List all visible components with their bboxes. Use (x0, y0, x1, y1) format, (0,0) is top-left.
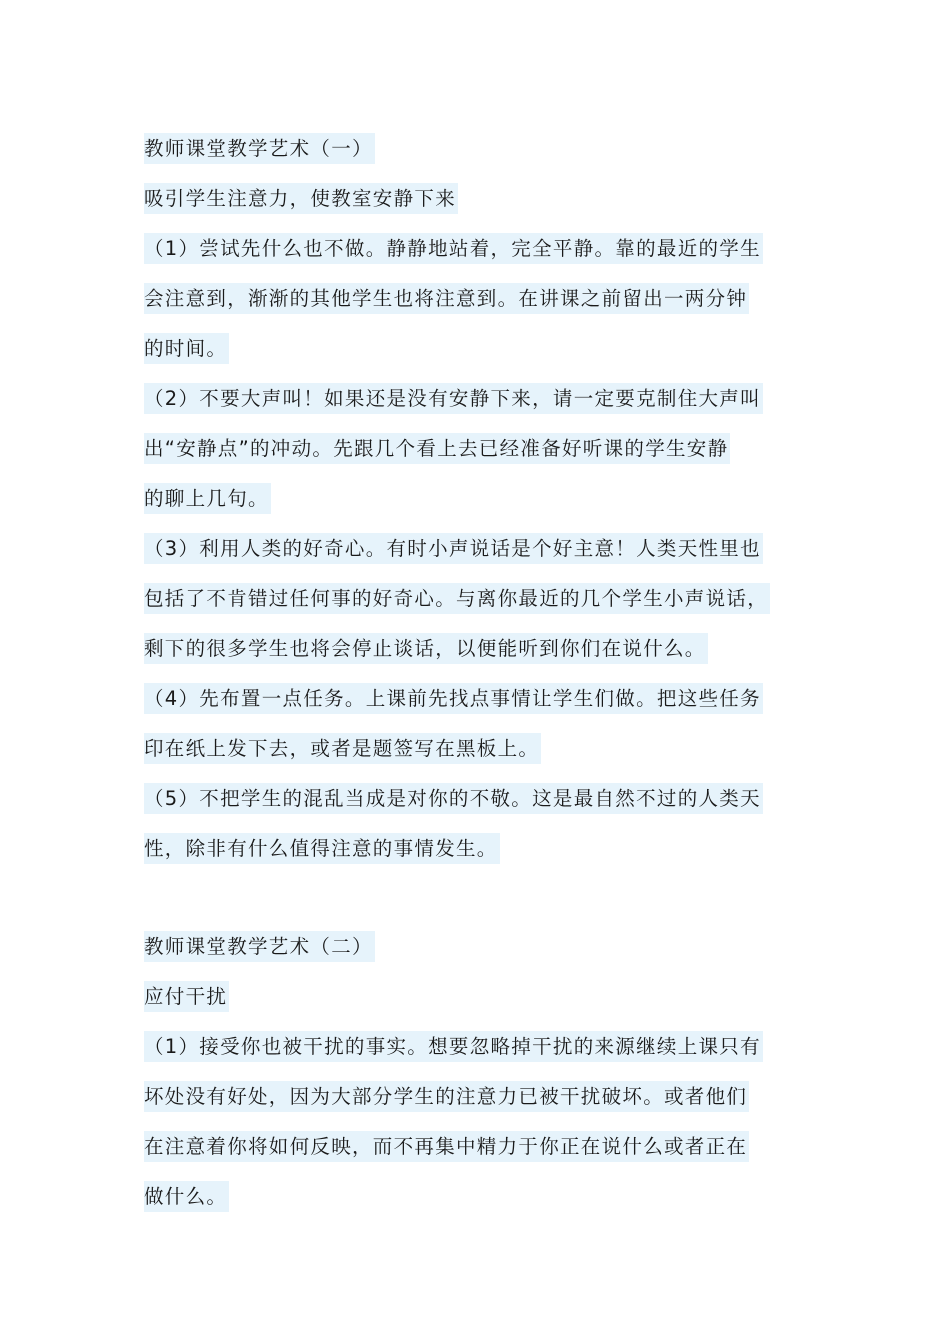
paragraph-line: （2）不要大声叫！如果还是没有安静下来，请一定要克制住大声叫 (144, 383, 763, 414)
paragraph-line: 的时间。 (144, 333, 229, 364)
paragraph-line: （5）不把学生的混乱当成是对你的不敬。这是最自然不过的人类天 (144, 783, 763, 814)
paragraph-line: 坏处没有好处，因为大部分学生的注意力已被干扰破坏。或者他们 (144, 1081, 749, 1112)
paragraph-line: 在注意着你将如何反映，而不再集中精力于你正在说什么或者正在 (144, 1131, 749, 1162)
paragraph-line: 印在纸上发下去，或者是题签写在黑板上。 (144, 733, 541, 764)
paragraph-line: （1）接受你也被干扰的事实。想要忽略掉干扰的来源继续上课只有 (144, 1031, 763, 1062)
paragraph-line: 的聊上几句。 (144, 483, 271, 514)
paragraph-line: （4）先布置一点任务。上课前先找点事情让学生们做。把这些任务 (144, 683, 763, 714)
paragraph-line: 剩下的很多学生也将会停止谈话，以便能听到你们在说什么。 (144, 633, 708, 664)
paragraph-line: 性，除非有什么值得注意的事情发生。 (144, 833, 500, 864)
paragraph-line: （3）利用人类的好奇心。有时小声说话是个好主意！人类天性里也 (144, 533, 763, 564)
paragraph-line: 包括了不肯错过任何事的好奇心。与离你最近的几个学生小声说话， (144, 583, 770, 614)
section-subtitle: 吸引学生注意力，使教室安静下来 (144, 183, 458, 214)
paragraph-line: （1）尝试先什么也不做。静静地站着，完全平静。靠的最近的学生 (144, 233, 763, 264)
section-title: 教师课堂教学艺术（二） (144, 931, 375, 962)
paragraph-line: 出“安静点”的冲动。先跟几个看上去已经准备好听课的学生安静 (144, 433, 730, 464)
paragraph-line: 做什么。 (144, 1181, 229, 1212)
section-title: 教师课堂教学艺术（一） (144, 133, 375, 164)
section-subtitle: 应付干扰 (144, 981, 229, 1012)
paragraph-line: 会注意到，渐渐的其他学生也将注意到。在讲课之前留出一两分钟 (144, 283, 749, 314)
